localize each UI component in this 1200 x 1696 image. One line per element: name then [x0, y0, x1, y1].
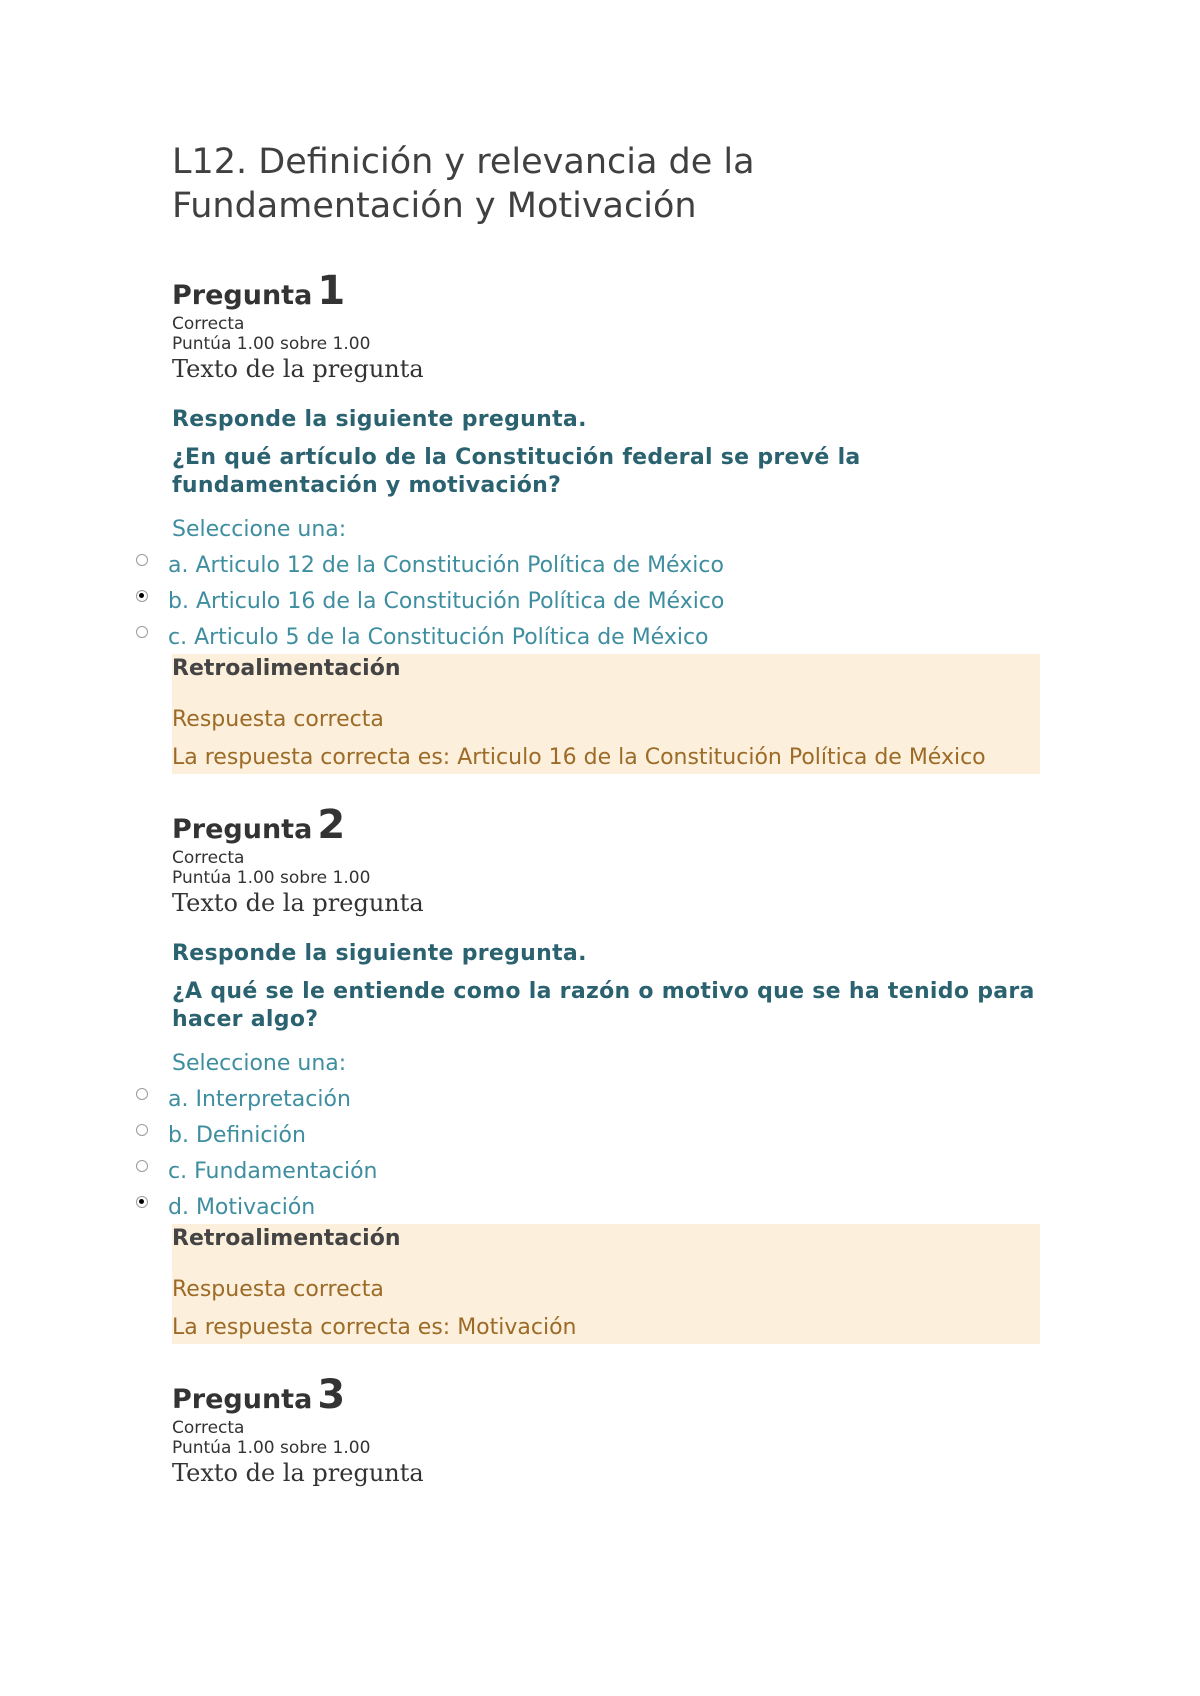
question-number: 3 [317, 1372, 346, 1418]
feedback-correct-answer: La respuesta correcta es: Articulo 16 de la Constitución Política de México [172, 745, 986, 770]
answer-option-c[interactable] [168, 1156, 1040, 1192]
answer-option-text: a. Interpretación [168, 1087, 351, 1112]
question-grade: Puntúa 1.00 sobre 1.00 [172, 868, 371, 888]
feedback-result: Respuesta correcta [172, 1277, 384, 1302]
question-label: Pregunta [172, 1384, 313, 1415]
answer-option-a[interactable] [168, 550, 1040, 586]
question-prompt: Responde la siguiente pregunta. [172, 941, 587, 966]
radio-button-selected[interactable] [136, 590, 148, 602]
question-prompt: Responde la siguiente pregunta. [172, 407, 587, 432]
page-title-line-2: Fundamentación y Motivación [172, 186, 697, 226]
feedback-title: Retroalimentación [172, 656, 401, 681]
answer-option-a[interactable] [168, 1084, 1040, 1120]
page-title-line-1: L12. Definición y relevancia de la [172, 142, 755, 182]
question-state: Correcta [172, 1418, 245, 1438]
question-text: ¿A qué se le entiende como la razón o motivo que se ha tenido para hacer algo? [172, 979, 1035, 1032]
radio-button[interactable] [136, 626, 148, 638]
question-number: 2 [317, 802, 346, 848]
feedback-result: Respuesta correcta [172, 707, 384, 732]
feedback-correct-answer: La respuesta correcta es: Motivación [172, 1315, 577, 1340]
question-text-label: Texto de la pregunta [172, 355, 424, 383]
document-page [168, 140, 1040, 1516]
answer-option-text: c. Fundamentación [168, 1159, 378, 1184]
radio-button-selected[interactable] [136, 1196, 148, 1208]
question-header [172, 1372, 1040, 1418]
answer-option-b[interactable] [168, 1120, 1040, 1156]
answer-option-d[interactable] [168, 1192, 1040, 1222]
question-2 [168, 802, 1040, 1344]
page-title [172, 140, 1040, 228]
question-3 [172, 1372, 1040, 1488]
question-text-label: Texto de la pregunta [172, 889, 424, 917]
question-text: ¿En qué artículo de la Constitución federal se prevé la fundamentación y motivación? [172, 445, 861, 498]
question-grade: Puntúa 1.00 sobre 1.00 [172, 1438, 371, 1458]
question-header [172, 268, 1040, 314]
question-state: Correcta [172, 848, 245, 868]
question-text-label: Texto de la pregunta [172, 1459, 424, 1487]
question-state: Correcta [172, 314, 245, 334]
select-one-label: Seleccione una: [172, 1051, 347, 1076]
radio-button[interactable] [136, 1088, 148, 1100]
answer-option-text: b. Articulo 16 de la Constitución Política de México [168, 589, 725, 614]
question-grade: Puntúa 1.00 sobre 1.00 [172, 334, 371, 354]
radio-button[interactable] [136, 1124, 148, 1136]
feedback-box [172, 1224, 1040, 1344]
question-number: 1 [317, 268, 346, 314]
answer-option-text: d. Motivación [168, 1195, 316, 1220]
radio-button[interactable] [136, 1160, 148, 1172]
select-one-label: Seleccione una: [172, 517, 347, 542]
question-1 [168, 268, 1040, 774]
radio-button[interactable] [136, 554, 148, 566]
question-label: Pregunta [172, 814, 313, 845]
answer-option-c[interactable] [168, 622, 1040, 652]
question-header [172, 802, 1040, 848]
answer-option-text: b. Definición [168, 1123, 306, 1148]
answer-option-b[interactable] [168, 586, 1040, 622]
answer-option-text: a. Articulo 12 de la Constitución Política de México [168, 553, 724, 578]
feedback-title: Retroalimentación [172, 1226, 401, 1251]
answer-option-text: c. Articulo 5 de la Constitución Política de México [168, 625, 709, 650]
feedback-box [172, 654, 1040, 774]
question-label: Pregunta [172, 280, 313, 311]
